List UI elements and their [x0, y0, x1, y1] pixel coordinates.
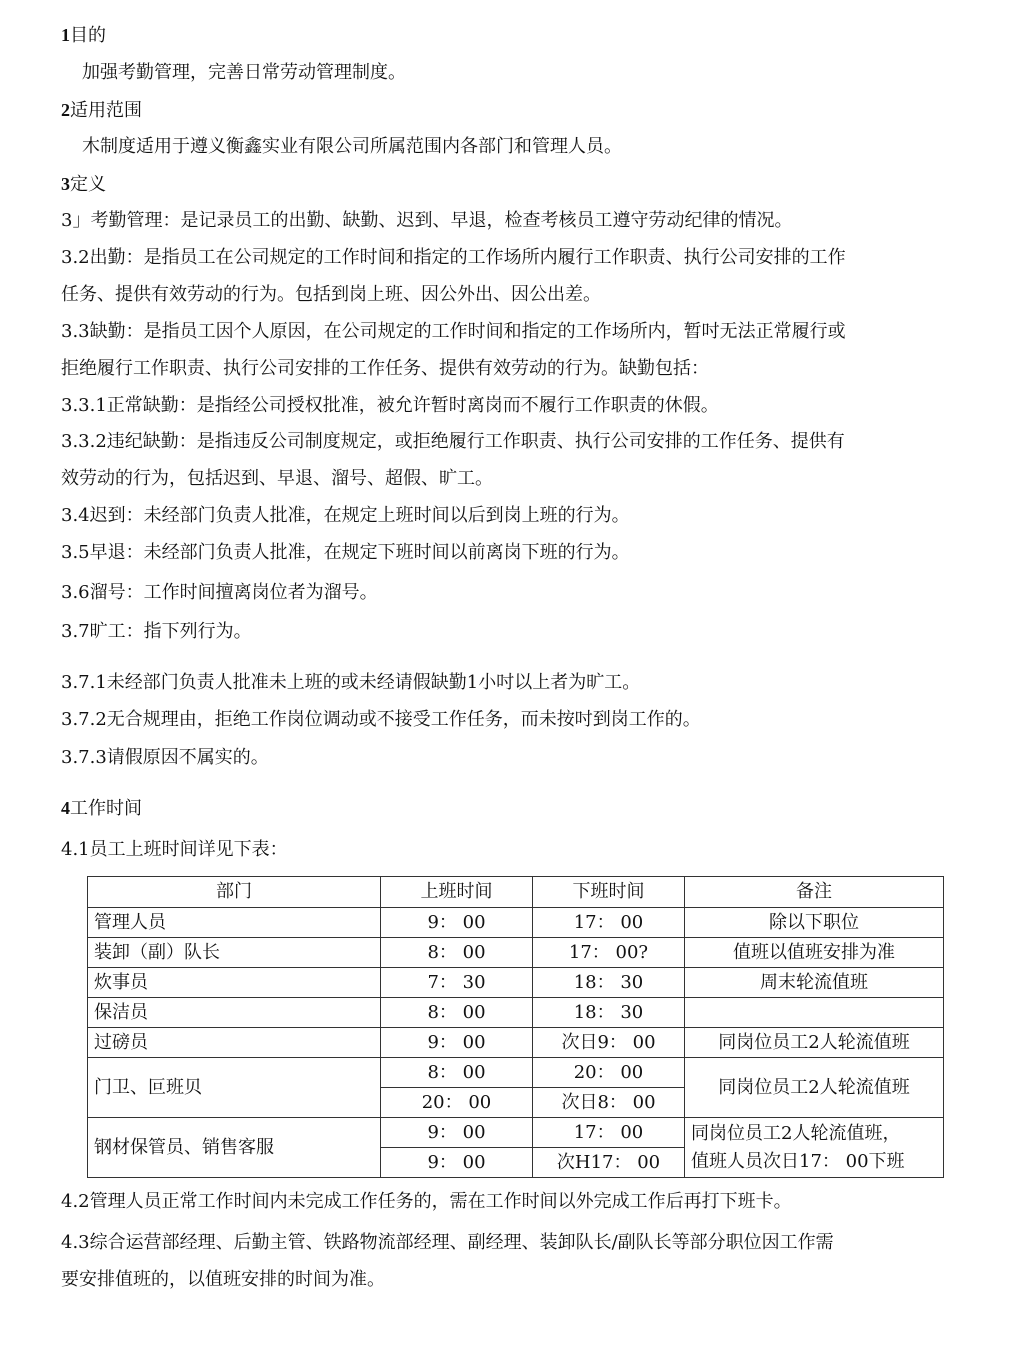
paragraph: 3」考勤管理：是记录员工的出勤、缺勤、迟到、早退，检查考核员工遵守劳动纪律的情况。	[61, 210, 793, 231]
paragraph: 3.7.1未经部门负责人批准未上班的或未经请假缺勤1小吋以上者为旷工。	[61, 672, 641, 693]
cell-remarks: 同岗位员工2人轮流值班	[685, 1028, 944, 1058]
cell-end-time: 17： 00	[533, 908, 685, 938]
remarks-line: 同岗位员工2人轮流值班，	[691, 1122, 901, 1144]
column-header-end-time: 下班时间	[533, 877, 685, 908]
cell-department: 炊事员	[88, 968, 381, 998]
paragraph: 任务、提供有效劳动的行为。包括到岗上班、因公外出、因公出差。	[61, 284, 601, 305]
paragraph: 3.3缺勤：是指员工因个人原因，在公司规定的工作时间和指定的工作场所内，暂吋无法正常履行或	[61, 321, 846, 342]
heading-work-time: 4工作时间	[61, 798, 142, 819]
table-row	[88, 998, 944, 1028]
paragraph: 4.1员工上班时间详见下表：	[61, 839, 288, 860]
paragraph: 3.3.1正常缺勤：是指经公司授权批准，被允许暂时离岗而不履行工作职责的休假。	[61, 395, 719, 416]
cell-start-time: 7： 30	[381, 968, 533, 998]
paragraph: 4.2管理人员正常工作时间内未完成工作任务的，需在工作时间以外完成工作后再打下班卡。	[61, 1191, 792, 1212]
cell-end-time: 次H17： 00	[533, 1148, 685, 1178]
table-row	[88, 938, 944, 968]
cell-start-time: 9： 00	[381, 908, 533, 938]
paragraph: 3.2出勤：是指员工在公司规定的工作时间和指定的工作场所内履行工作职责、执行公司安排的工作	[61, 247, 846, 268]
table-row	[88, 908, 944, 938]
paragraph: 3.4迟到：未经部门负责人批准，在规定上班时间以后到岗上班的行为。	[61, 505, 630, 526]
cell-start-time: 9： 00	[381, 1028, 533, 1058]
paragraph: 3.6溜号：工作时间擅离岗位者为溜号。	[61, 582, 378, 603]
cell-department: 管理人员	[88, 908, 381, 938]
paragraph: 3.5早退：未经部门负责人批准，在规定下班时间以前离岗下班的行为。	[61, 542, 630, 563]
cell-end-time: 20： 00	[533, 1058, 685, 1088]
cell-end-time: 次日9： 00	[533, 1028, 685, 1058]
cell-department: 保洁员	[88, 998, 381, 1028]
cell-remarks: 值班以值班安排为准	[685, 938, 944, 968]
column-header-remarks: 备注	[685, 877, 944, 908]
heading-purpose: 1目的	[61, 25, 106, 46]
cell-start-time: 8： 00	[381, 1058, 533, 1088]
cell-remarks	[685, 1118, 944, 1178]
paragraph: 4.3综合运营部经理、后勤主管、铁路物流部经理、副经理、装卸队长/副队长等部分职位因工作需	[61, 1232, 834, 1253]
heading-scope: 2适用范围	[61, 100, 142, 121]
cell-end-time: 18： 30	[533, 968, 685, 998]
cell-remarks: 除以下职位	[685, 908, 944, 938]
cell-remarks: 周末轮流值班	[685, 968, 944, 998]
remarks-line: 值班人员次日17： 00下班	[691, 1150, 905, 1172]
cell-end-time: 17： 00?	[533, 938, 685, 968]
table-row	[88, 1058, 944, 1088]
cell-remarks: 同岗位员工2人轮流值班	[685, 1058, 944, 1118]
paragraph: 3.7旷工：指下列行为。	[61, 621, 252, 642]
cell-start-time: 8： 00	[381, 938, 533, 968]
cell-end-time: 17： 00	[533, 1118, 685, 1148]
cell-start-time: 9： 00	[381, 1118, 533, 1148]
cell-department: 装卸（副）队长	[88, 938, 381, 968]
paragraph: 要安排值班的，以值班安排的时间为准。	[61, 1269, 385, 1290]
table-row	[88, 968, 944, 998]
heading-definition: 3定义	[61, 174, 106, 195]
paragraph: 效劳动的行为，包括迟到、早退、溜号、超假、旷工。	[61, 468, 493, 489]
table-header-row	[88, 877, 944, 908]
cell-start-time: 8： 00	[381, 998, 533, 1028]
cell-start-time: 9： 00	[381, 1148, 533, 1178]
paragraph: 加强考勤管理，完善日常劳动管理制度。	[82, 62, 406, 83]
cell-department: 门卫、叵班贝	[88, 1058, 381, 1118]
work-schedule-table	[87, 876, 944, 1178]
paragraph: 木制度适用于遵义衡鑫实业有限公司所属范围内各部门和管理人员。	[82, 136, 622, 157]
column-header-start-time: 上班时间	[381, 877, 533, 908]
table-row	[88, 1118, 944, 1148]
paragraph: 3.7.3请假原因不属实的。	[61, 747, 269, 768]
column-header-department: 部门	[88, 877, 381, 908]
cell-start-time: 20： 00	[381, 1088, 533, 1118]
paragraph: 拒绝履行工作职责、执行公司安排的工作任务、提供有效劳动的行为。缺勤包括：	[61, 358, 709, 379]
cell-end-time: 18： 30	[533, 998, 685, 1028]
cell-department: 过磅员	[88, 1028, 381, 1058]
paragraph: 3.7.2无合规理由，拒绝工作岗位调动或不接受工作任务，而未按吋到岗工作的。	[61, 709, 701, 730]
cell-end-time: 次日8： 00	[533, 1088, 685, 1118]
table-row	[88, 1028, 944, 1058]
paragraph: 3.3.2违纪缺勤：是指违反公司制度规定，或拒绝履行工作职责、执行公司安排的工作任务、提供有	[61, 431, 845, 452]
cell-remarks	[685, 998, 944, 1028]
cell-department: 钢材保管员、销售客服	[88, 1118, 381, 1178]
